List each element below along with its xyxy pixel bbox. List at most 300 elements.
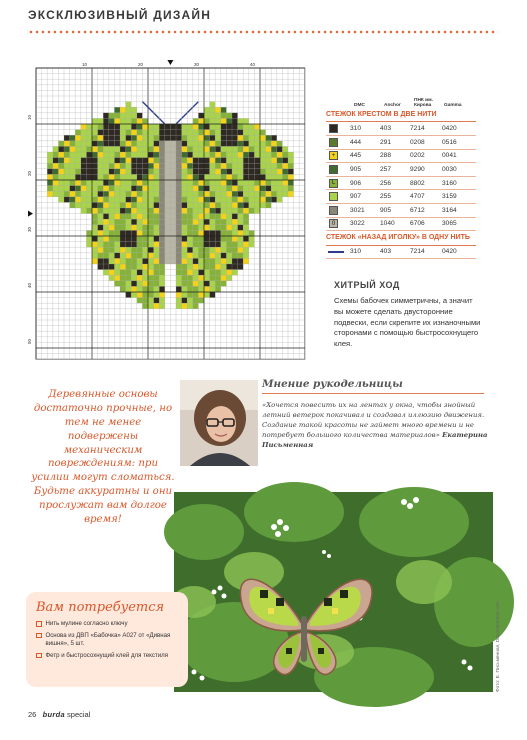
stitch-cell bbox=[148, 275, 154, 281]
stitch-cell bbox=[103, 258, 109, 264]
stitch-cell bbox=[159, 264, 165, 270]
stitch-cell bbox=[198, 152, 204, 158]
key-swatch-cell bbox=[326, 138, 350, 147]
stitch-cell bbox=[86, 124, 92, 130]
stitch-cell bbox=[193, 214, 199, 220]
color-swatch bbox=[329, 165, 338, 174]
stitch-cell bbox=[148, 124, 154, 130]
stitch-cell bbox=[221, 270, 227, 276]
stitch-cell bbox=[243, 174, 249, 180]
stitch-cell bbox=[154, 292, 160, 298]
stitch-cell bbox=[126, 180, 132, 186]
stitch-cell bbox=[210, 292, 216, 298]
body-stitch-cell bbox=[165, 202, 171, 208]
stitch-cell bbox=[159, 275, 165, 281]
stitch-cell bbox=[210, 197, 216, 203]
body-stitch-cell bbox=[176, 253, 182, 259]
stitch-cell bbox=[238, 180, 244, 186]
stitch-cell bbox=[204, 130, 210, 136]
stitch-cell bbox=[271, 158, 277, 164]
stitch-cell bbox=[193, 174, 199, 180]
stitch-cell bbox=[114, 113, 120, 119]
stitch-cell bbox=[148, 258, 154, 264]
body-stitch-cell bbox=[159, 146, 165, 152]
stitch-cell bbox=[148, 197, 154, 203]
stitch-cell bbox=[249, 146, 255, 152]
stitch-cell bbox=[215, 169, 221, 175]
key-cell-gamma: 0041 bbox=[442, 152, 457, 160]
stitch-cell bbox=[114, 163, 120, 169]
key-swatch-cell bbox=[326, 124, 350, 133]
stitch-cell bbox=[75, 130, 81, 136]
stitch-cell bbox=[238, 169, 244, 175]
stitch-cell bbox=[210, 208, 216, 214]
stitch-cell bbox=[137, 202, 143, 208]
stitch-cell bbox=[137, 124, 143, 130]
stitch-cell bbox=[114, 141, 120, 147]
stitch-cell bbox=[193, 163, 199, 169]
stitch-cell bbox=[120, 208, 126, 214]
stitch-cell bbox=[182, 253, 188, 259]
stitch-cell bbox=[114, 247, 120, 253]
key-cell-dmc: 907 bbox=[350, 193, 362, 201]
stitch-cell bbox=[238, 264, 244, 270]
stitch-cell bbox=[64, 163, 70, 169]
stitch-cell bbox=[221, 258, 227, 264]
checkbox-icon bbox=[36, 633, 42, 639]
stitch-cell bbox=[126, 141, 132, 147]
stitch-cell bbox=[215, 286, 221, 292]
stitch-cell bbox=[226, 135, 232, 141]
stitch-cell bbox=[86, 152, 92, 158]
stitch-cell bbox=[142, 275, 148, 281]
stitch-cell bbox=[81, 135, 87, 141]
stitch-cell bbox=[70, 141, 76, 147]
stitch-cell bbox=[47, 180, 53, 186]
stitch-cell bbox=[86, 180, 92, 186]
stitch-cell bbox=[126, 253, 132, 259]
stitch-cell bbox=[226, 247, 232, 253]
stitch-cell bbox=[142, 281, 148, 287]
stitch-cell bbox=[210, 130, 216, 136]
stitch-cell bbox=[75, 174, 81, 180]
stitch-cell bbox=[254, 163, 260, 169]
left-tick-label: 20 bbox=[27, 170, 32, 176]
stitch-cell bbox=[148, 163, 154, 169]
stitch-cell bbox=[215, 219, 221, 225]
body-stitch-cell bbox=[159, 141, 165, 147]
stitch-cell bbox=[221, 146, 227, 152]
stitch-cell bbox=[109, 275, 115, 281]
stitch-cell bbox=[221, 275, 227, 281]
stitch-cell bbox=[204, 281, 210, 287]
stitch-cell bbox=[198, 169, 204, 175]
stitch-cell bbox=[243, 146, 249, 152]
stitch-cell bbox=[232, 169, 238, 175]
stitch-cell bbox=[109, 214, 115, 220]
stitch-cell bbox=[226, 163, 232, 169]
stitch-cell bbox=[226, 152, 232, 158]
key-cell-gamma: 0030 bbox=[442, 165, 457, 173]
stitch-cell bbox=[103, 225, 109, 231]
stitch-cell bbox=[232, 124, 238, 130]
stitch-cell bbox=[142, 253, 148, 259]
key-section-cross: СТЕЖОК КРЕСТОМ В ДВЕ НИТИ bbox=[326, 108, 476, 122]
stitch-cell bbox=[221, 214, 227, 220]
stitch-cell bbox=[187, 286, 193, 292]
stitch-cell bbox=[182, 303, 188, 309]
stitch-cell bbox=[204, 124, 210, 130]
stitch-cell bbox=[154, 141, 160, 147]
stitch-cell bbox=[271, 197, 277, 203]
stitch-cell bbox=[81, 208, 87, 214]
stitch-cell bbox=[98, 135, 104, 141]
stitch-cell bbox=[103, 191, 109, 197]
stitch-cell bbox=[75, 202, 81, 208]
stitch-cell bbox=[271, 174, 277, 180]
stitch-cell bbox=[137, 118, 143, 124]
body-stitch-cell bbox=[165, 214, 171, 220]
stitch-cell bbox=[277, 186, 283, 192]
stitch-cell bbox=[148, 219, 154, 225]
stitch-cell bbox=[120, 141, 126, 147]
stitch-cell bbox=[126, 247, 132, 253]
stitch-cell bbox=[109, 247, 115, 253]
stitch-cell bbox=[103, 152, 109, 158]
stitch-cell bbox=[210, 118, 216, 124]
stitch-cell bbox=[64, 169, 70, 175]
stitch-cell bbox=[204, 214, 210, 220]
color-swatch bbox=[329, 124, 338, 133]
stitch-cell bbox=[221, 197, 227, 203]
stitch-cell bbox=[193, 197, 199, 203]
stitch-cell bbox=[215, 214, 221, 220]
key-header bbox=[354, 86, 476, 108]
stitch-cell bbox=[182, 292, 188, 298]
stitch-cell bbox=[193, 186, 199, 192]
stitch-cell bbox=[142, 118, 148, 124]
stitch-cell bbox=[193, 202, 199, 208]
stitch-cell bbox=[254, 146, 260, 152]
stitch-cell bbox=[109, 186, 115, 192]
stitch-cell bbox=[221, 124, 227, 130]
stitch-cell bbox=[148, 236, 154, 242]
stitch-cell bbox=[271, 163, 277, 169]
stitch-cell bbox=[232, 264, 238, 270]
left-tick-label: 10 bbox=[27, 114, 32, 120]
stitch-cell bbox=[254, 135, 260, 141]
stitch-cell bbox=[154, 191, 160, 197]
stitch-cell bbox=[198, 163, 204, 169]
stitch-cell bbox=[92, 202, 98, 208]
stitch-cell bbox=[266, 146, 272, 152]
body-stitch-cell bbox=[159, 197, 165, 203]
stitch-cell bbox=[232, 258, 238, 264]
stitch-cell bbox=[70, 163, 76, 169]
stitch-cell bbox=[271, 141, 277, 147]
stitch-cell bbox=[198, 118, 204, 124]
stitch-cell bbox=[142, 258, 148, 264]
stitch-cell bbox=[154, 281, 160, 287]
stitch-cell bbox=[58, 146, 64, 152]
stitch-cell bbox=[70, 202, 76, 208]
stitch-cell bbox=[277, 169, 283, 175]
stitch-cell bbox=[204, 197, 210, 203]
stitch-cell bbox=[114, 253, 120, 259]
key-row bbox=[326, 122, 476, 136]
stitch-cell bbox=[103, 214, 109, 220]
stitch-cell bbox=[204, 186, 210, 192]
stitch-cell bbox=[98, 158, 104, 164]
stitch-cell bbox=[148, 298, 154, 304]
stitch-cell bbox=[92, 208, 98, 214]
stitch-cell bbox=[142, 270, 148, 276]
stitch-cell bbox=[254, 152, 260, 158]
stitch-cell bbox=[120, 286, 126, 292]
stitch-cell bbox=[238, 174, 244, 180]
stitch-cell bbox=[221, 163, 227, 169]
stitch-cell bbox=[92, 146, 98, 152]
stitch-cell bbox=[114, 275, 120, 281]
stitch-cell bbox=[92, 253, 98, 259]
stitch-cell bbox=[114, 158, 120, 164]
stitch-cell bbox=[103, 135, 109, 141]
stitch-cell bbox=[154, 146, 160, 152]
stitch-cell bbox=[182, 124, 188, 130]
stitch-cell bbox=[249, 152, 255, 158]
stitch-cell bbox=[221, 236, 227, 242]
stitch-cell bbox=[154, 236, 160, 242]
stitch-cell bbox=[131, 180, 137, 186]
stitch-cell bbox=[137, 135, 143, 141]
stitch-cell bbox=[109, 208, 115, 214]
stitch-cell bbox=[204, 275, 210, 281]
body-stitch-cell bbox=[159, 208, 165, 214]
stitch-cell bbox=[226, 169, 232, 175]
stitch-cell bbox=[64, 191, 70, 197]
stitch-cell bbox=[131, 174, 137, 180]
stitch-cell bbox=[53, 146, 59, 152]
stitch-cell bbox=[260, 174, 266, 180]
body-stitch-cell bbox=[165, 124, 171, 130]
stitch-cell bbox=[182, 130, 188, 136]
body-stitch-cell bbox=[176, 152, 182, 158]
tip-box bbox=[334, 280, 484, 350]
stitch-cell bbox=[204, 174, 210, 180]
stitch-cell bbox=[86, 174, 92, 180]
stitch-cell bbox=[204, 202, 210, 208]
stitch-cell bbox=[288, 163, 294, 169]
stitch-cell bbox=[131, 135, 137, 141]
stitch-cell bbox=[232, 118, 238, 124]
side-quote: Деревянные основы достаточно прочные, но тем не менее подвержены механическим повреждениям: при усилии могут сломаться. Будьте аккуратны и они прослужат вам долгое время! bbox=[31, 389, 175, 525]
stitch-cell bbox=[282, 169, 288, 175]
body-stitch-cell bbox=[170, 169, 176, 175]
stitch-cell bbox=[142, 169, 148, 175]
stitch-cell bbox=[126, 174, 132, 180]
stitch-cell bbox=[238, 208, 244, 214]
stitch-cell bbox=[58, 152, 64, 158]
stitch-cell bbox=[98, 264, 104, 270]
stitch-cell bbox=[92, 197, 98, 203]
stitch-cell bbox=[226, 214, 232, 220]
stitch-cell bbox=[148, 264, 154, 270]
stitch-cell bbox=[226, 191, 232, 197]
stitch-cell bbox=[109, 230, 115, 236]
stitch-cell bbox=[221, 253, 227, 259]
stitch-cell bbox=[193, 303, 199, 309]
stitch-cell bbox=[182, 141, 188, 147]
stitch-cell bbox=[232, 174, 238, 180]
stitch-cell bbox=[109, 191, 115, 197]
stitch-cell bbox=[215, 146, 221, 152]
top-tick-label: 30 bbox=[194, 62, 200, 67]
stitch-cell bbox=[75, 158, 81, 164]
stitch-cell bbox=[238, 258, 244, 264]
stitch-cell bbox=[120, 186, 126, 192]
stitch-cell bbox=[182, 146, 188, 152]
stitch-cell bbox=[142, 225, 148, 231]
stitch-cell bbox=[92, 258, 98, 264]
stitch-cell bbox=[210, 270, 216, 276]
stitch-cell bbox=[198, 191, 204, 197]
stitch-cell bbox=[103, 242, 109, 248]
stitch-cell bbox=[198, 124, 204, 130]
key-row bbox=[326, 204, 476, 218]
materials-box bbox=[26, 592, 188, 687]
stitch-cell bbox=[266, 141, 272, 147]
body-stitch-cell bbox=[170, 258, 176, 264]
stitch-cell bbox=[210, 236, 216, 242]
stitch-cell bbox=[131, 124, 137, 130]
stitch-cell bbox=[210, 286, 216, 292]
stitch-cell bbox=[243, 163, 249, 169]
stitch-cell bbox=[154, 130, 160, 136]
stitch-cell bbox=[120, 191, 126, 197]
stitch-cell bbox=[98, 219, 104, 225]
stitch-cell bbox=[148, 225, 154, 231]
stitch-cell bbox=[103, 130, 109, 136]
key-cell-gamma: 3164 bbox=[442, 206, 457, 214]
stitch-cell bbox=[187, 135, 193, 141]
stitch-cell bbox=[148, 135, 154, 141]
stitch-cell bbox=[114, 281, 120, 287]
stitch-cell bbox=[86, 163, 92, 169]
stitch-cell bbox=[176, 303, 182, 309]
body-stitch-cell bbox=[176, 146, 182, 152]
key-cell-pnk: 0208 bbox=[410, 138, 425, 146]
tip-text: Схемы бабочек симметричны, а значит вы можете сделать двусторонние подвески, если скрепите их изнаночными сторонами с помощью быстросохнущего клея. bbox=[334, 296, 481, 349]
color-swatch bbox=[329, 192, 338, 201]
body-stitch-cell bbox=[159, 253, 165, 259]
key-cell-dmc: 906 bbox=[350, 179, 362, 187]
body-stitch-cell bbox=[176, 197, 182, 203]
stitch-cell bbox=[131, 118, 137, 124]
stitch-cell bbox=[226, 270, 232, 276]
stitch-cell bbox=[221, 130, 227, 136]
stitch-cell bbox=[103, 158, 109, 164]
stitch-cell bbox=[187, 163, 193, 169]
stitch-cell bbox=[182, 214, 188, 220]
body-stitch-cell bbox=[159, 214, 165, 220]
stitch-cell bbox=[243, 197, 249, 203]
stitch-cell bbox=[288, 186, 294, 192]
stitch-cell bbox=[120, 152, 126, 158]
stitch-cell bbox=[120, 202, 126, 208]
top-tick-label: 40 bbox=[250, 62, 256, 67]
stitch-cell bbox=[243, 225, 249, 231]
stitch-cell bbox=[277, 152, 283, 158]
materials-title: Вам потребуется bbox=[36, 600, 165, 615]
stitch-cell bbox=[81, 191, 87, 197]
stitch-cell bbox=[98, 174, 104, 180]
stitch-cell bbox=[266, 158, 272, 164]
stitch-cell bbox=[277, 180, 283, 186]
body-stitch-cell bbox=[176, 230, 182, 236]
stitch-cell bbox=[204, 180, 210, 186]
body-stitch-cell bbox=[170, 158, 176, 164]
stitch-cell bbox=[126, 281, 132, 287]
stitch-cell bbox=[232, 146, 238, 152]
stitch-cell bbox=[47, 152, 53, 158]
stitch-cell bbox=[215, 247, 221, 253]
stitch-cell bbox=[182, 152, 188, 158]
stitch-cell bbox=[114, 152, 120, 158]
stitch-cell bbox=[215, 163, 221, 169]
stitch-cell bbox=[120, 236, 126, 242]
stitch-cell bbox=[131, 286, 137, 292]
stitch-cell bbox=[109, 180, 115, 186]
stitch-cell bbox=[64, 197, 70, 203]
stitch-cell bbox=[221, 152, 227, 158]
stitch-cell bbox=[182, 230, 188, 236]
stitch-cell bbox=[114, 107, 120, 113]
key-cell-dmc: 310 bbox=[350, 125, 362, 133]
stitch-cell bbox=[131, 186, 137, 192]
body-stitch-cell bbox=[165, 197, 171, 203]
stitch-cell bbox=[137, 236, 143, 242]
stitch-cell bbox=[148, 286, 154, 292]
stitch-cell bbox=[210, 225, 216, 231]
key-col-anchor: Anchor bbox=[384, 103, 401, 108]
stitch-cell bbox=[86, 169, 92, 175]
key-cell-pnk: 6706 bbox=[410, 220, 425, 228]
magazine-brand: burda bbox=[42, 710, 65, 719]
stitch-cell bbox=[114, 130, 120, 136]
stitch-cell bbox=[142, 208, 148, 214]
stitch-cell bbox=[221, 186, 227, 192]
stitch-cell bbox=[81, 202, 87, 208]
stitch-cell bbox=[221, 219, 227, 225]
body-stitch-cell bbox=[159, 236, 165, 242]
stitch-cell bbox=[232, 130, 238, 136]
chart-svg bbox=[28, 58, 328, 368]
top-tick-label: 20 bbox=[138, 62, 144, 67]
stitch-cell bbox=[47, 174, 53, 180]
stitch-cell bbox=[238, 152, 244, 158]
stitch-cell bbox=[182, 186, 188, 192]
stitch-cell bbox=[198, 230, 204, 236]
body-stitch-cell bbox=[159, 225, 165, 231]
stitch-cell bbox=[142, 286, 148, 292]
stitch-cell bbox=[81, 180, 87, 186]
stitch-cell bbox=[204, 242, 210, 248]
stitch-cell bbox=[221, 169, 227, 175]
stitch-cell bbox=[182, 208, 188, 214]
stitch-cell bbox=[221, 118, 227, 124]
stitch-cell bbox=[238, 242, 244, 248]
stitch-cell bbox=[198, 146, 204, 152]
